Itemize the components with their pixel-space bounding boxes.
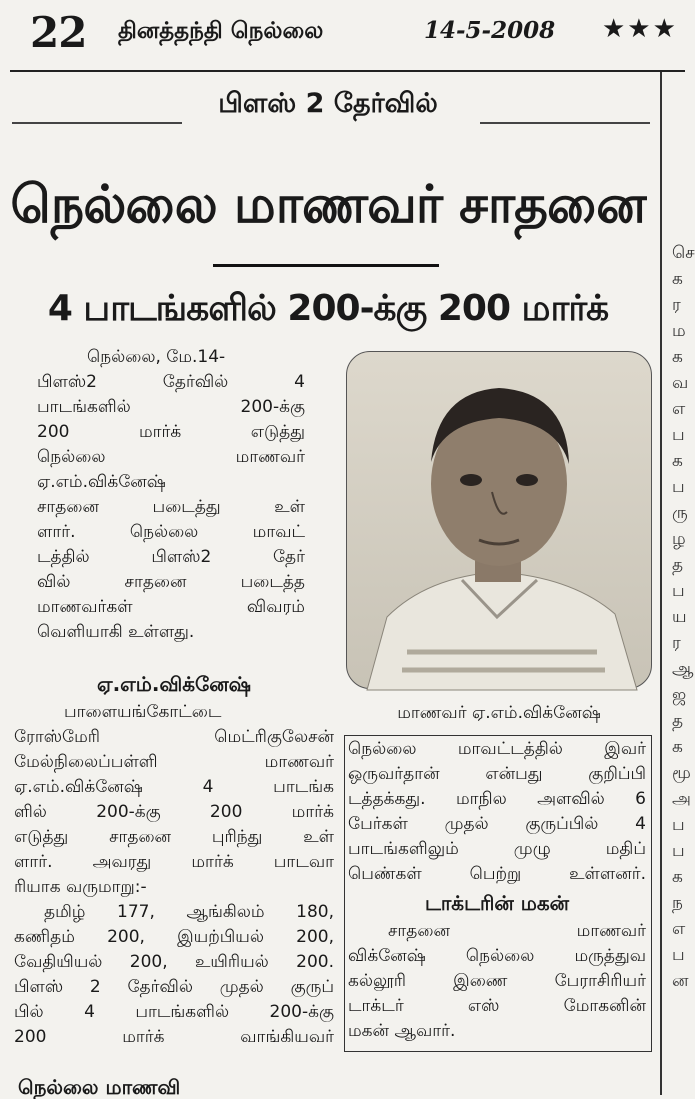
text-line: பிளஸ்2 தேர்வில் 4 (37, 372, 305, 392)
headline: நெல்லை மாணவர் சாதனை (10, 175, 646, 235)
text-line: எடுத்து சாதனை புரிந்து உள் (14, 827, 334, 847)
fragment-char: த (672, 711, 684, 731)
text-line: நெல்லை மாவட்டத்தில் இவர் (348, 739, 646, 759)
text-line: பாடங்களிலும் முழு மதிப் (348, 839, 646, 859)
page-number: 22 (30, 8, 87, 57)
text-line: ஏ.எம்.விக்னேஷ் 4 பாடங்க (14, 777, 334, 797)
text-line: வில் சாதனை படைத்த (37, 572, 305, 592)
subheadline: 4 பாடங்களில் 200-க்கு 200 மார்க் (47, 288, 609, 329)
issue-date: 14-5-2008 (424, 17, 556, 44)
fragment-char: ஜ (672, 685, 687, 705)
fragment-char: ன (672, 971, 689, 991)
edition-stars: ★★★ (602, 14, 678, 44)
text-line: ளில் 200-க்கு 200 மார்க் (14, 802, 334, 822)
text-line: ரோஸ்மேரி மெட்ரிகுலேசன் (14, 727, 334, 747)
fragment-char: ர (672, 633, 681, 653)
fragment-char: எ (672, 919, 686, 939)
fragment-char: க (672, 347, 683, 367)
text-line: பெண்கள் பெற்று உள்ளனர். (348, 864, 646, 884)
kicker-rule-right (480, 122, 650, 124)
text-line: பேர்கள் முதல் குருப்பில் 4 (348, 814, 646, 834)
next-article-fragment: நெல்லை மாணவி (18, 1075, 181, 1099)
text-line: மகன் ஆவார். (348, 1021, 456, 1041)
student-portrait-illustration (347, 352, 653, 690)
fragment-char: ப (672, 477, 685, 497)
column-rule (660, 72, 662, 1095)
text-line: சாதனை படைத்து உள் (37, 497, 305, 517)
text-line: ளார். நெல்லை மாவட் (37, 522, 305, 542)
text-line: நெல்லை மாணவர் (37, 447, 305, 467)
text-line: கல்லூரி இணை பேராசிரியர் (348, 971, 646, 991)
photo-caption: மாணவர் ஏ.எம்.விக்னேஷ் (397, 703, 601, 723)
dateline: நெல்லை, மே.14- (87, 347, 226, 367)
fragment-char: க (672, 451, 683, 471)
fragment-char: க (672, 269, 683, 289)
text-line: பாளையங்கோட்டை (64, 702, 222, 722)
fragment-char: ப (672, 945, 685, 965)
fragment-char: ப (672, 581, 685, 601)
fragment-char: ம (672, 321, 686, 341)
kicker-heading: பிளஸ் 2 தேர்வில் (218, 88, 438, 119)
text-line: ளார். அவரது மார்க் பாடவா (14, 852, 334, 872)
text-line: மேல்நிலைப்பள்ளி மாணவர் (14, 752, 334, 772)
section-subhead: ஏ.எம்.விக்னேஷ் (97, 672, 251, 696)
text-line: வெளியாகி உள்ளது. (37, 622, 195, 642)
text-line: டத்தக்கது. மாநில அளவில் 6 (348, 789, 646, 809)
text-line: மாணவர்கள் விவரம் (37, 597, 305, 617)
text-line: விக்னேஷ் நெல்லை மருத்துவ (348, 946, 646, 966)
student-photo (346, 351, 652, 689)
text-line: டாக்டர் எஸ் மோகனின் (348, 996, 646, 1016)
text-line: 200 மார்க் வாங்கியவர் (14, 1027, 334, 1047)
text-line: ஏ.எம்.விக்னேஷ் (37, 472, 166, 492)
intro-column (37, 345, 305, 645)
fragment-char: செ (672, 243, 695, 263)
fragment-char: ரு (672, 503, 688, 523)
section-subhead: டாக்டரின் மகன் (424, 891, 570, 915)
fragment-char: அ (672, 789, 691, 809)
fragment-char: ழ (672, 529, 686, 549)
text-line: சாதனை மாணவர் (388, 921, 646, 941)
fragment-char: ப (672, 841, 685, 861)
text-line: ஒருவர்தான் என்பது குறிப்பி (348, 764, 646, 784)
fragment-char: வ (672, 373, 689, 393)
box-column (348, 737, 646, 1044)
text-line: டத்தில் பிளஸ்2 தேர் (37, 547, 305, 567)
fragment-char: த (672, 555, 684, 575)
fragment-char: எ (672, 399, 686, 419)
fragment-char: ய (672, 607, 687, 627)
fragment-char: ர (672, 295, 681, 315)
text-line: தமிழ் 177, ஆங்கிலம் 180, (44, 902, 334, 922)
main-column (14, 668, 334, 1050)
fragment-char: ந (672, 893, 683, 913)
kicker-rule-left (12, 122, 182, 124)
text-line: ரியாக வருமாறு:- (14, 877, 147, 897)
text-line: பில் 4 பாடங்களில் 200-க்கு (14, 1002, 334, 1022)
fragment-char: மூ (672, 763, 691, 783)
fragment-char: ப (672, 425, 685, 445)
adjacent-article-fragments (672, 240, 695, 994)
text-line: வேதியியல் 200, உயிரியல் 200. (14, 952, 334, 972)
masthead-rule (10, 70, 685, 72)
text-line: பிளஸ் 2 தேர்வில் முதல் குருப் (14, 977, 334, 997)
newspaper-name: தினத்தந்தி நெல்லை (118, 18, 324, 44)
fragment-char: ஆ (672, 659, 694, 679)
text-line: பாடங்களில் 200-க்கு (37, 397, 305, 417)
fragment-char: ப (672, 815, 685, 835)
text-line: 200 மார்க் எடுத்து (37, 422, 305, 442)
fragment-char: க (672, 867, 683, 887)
text-line: கணிதம் 200, இயற்பியல் 200, (14, 927, 334, 947)
fragment-char: க (672, 737, 683, 757)
headline-underline (213, 264, 439, 267)
